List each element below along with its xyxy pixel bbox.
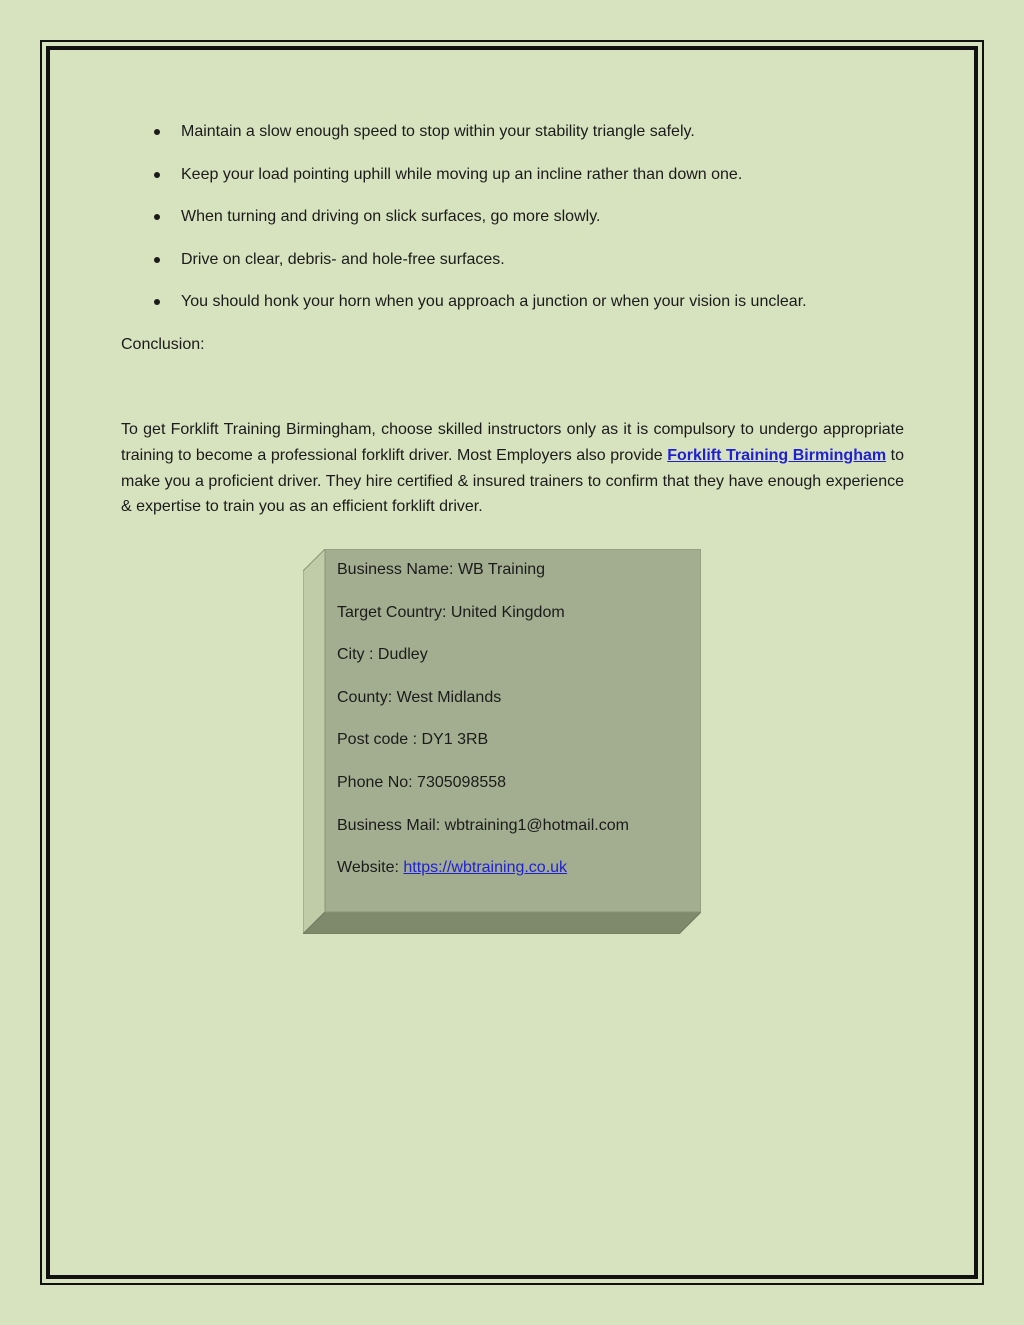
website-label: Website: [337, 859, 404, 877]
conclusion-paragraph [121, 417, 904, 520]
county: County: West Midlands [337, 688, 502, 706]
list-item-text: Drive on clear, debris- and hole-free surfaces. [181, 250, 505, 268]
post-code: Post code : DY1 3RB [337, 731, 489, 749]
conclusion-heading: Conclusion: [121, 335, 205, 353]
list-item-text: Maintain a slow enough speed to stop within your stability triangle safely. [181, 123, 695, 140]
list-item-text: Keep your load pointing uphill while moving up an incline rather than down one. [181, 165, 743, 183]
business-name: Business Name: WB Training [337, 561, 546, 578]
website-link[interactable]: https://wbtraining.co.uk [403, 859, 568, 877]
list-item [121, 203, 904, 246]
bullet-icon [154, 172, 160, 178]
target-country: Target Country: United Kingdom [337, 603, 565, 621]
list-item [121, 288, 904, 331]
bullet-icon [154, 214, 160, 220]
document-body [121, 118, 904, 520]
list-item [121, 246, 904, 289]
forklift-training-link[interactable]: Forklift Training Birmingham [667, 446, 887, 464]
phone-number: Phone No: 7305098558 [337, 773, 507, 791]
bullet-icon [154, 129, 160, 135]
safety-tips-list [121, 118, 904, 331]
bullet-icon [154, 257, 160, 263]
business-info-card [303, 549, 701, 934]
website-row [337, 855, 687, 898]
list-item-text: You should honk your horn when you approach a junction or when your vision is unclear. [181, 293, 807, 311]
list-item-text: When turning and driving on slick surfaces, go more slowly. [181, 208, 601, 226]
paragraph-text-after: to make you a proficient driver. They hire certified & insured trainers to confirm that they have enough experience & expertise to train you as an efficient forklift driver. [121, 446, 904, 516]
paragraph-text-before: To get Forklift Training Birmingham, choose skilled instructors only as it is compulsory to undergo appropriate training to become a professional forklift driver. Most Employers also provide [121, 420, 904, 464]
bullet-icon [154, 299, 160, 305]
business-details [337, 557, 687, 898]
list-item [121, 161, 904, 204]
list-item [121, 118, 904, 161]
city: City : Dudley [337, 646, 428, 664]
business-mail: Business Mail: wbtraining1@hotmail.com [337, 816, 629, 834]
